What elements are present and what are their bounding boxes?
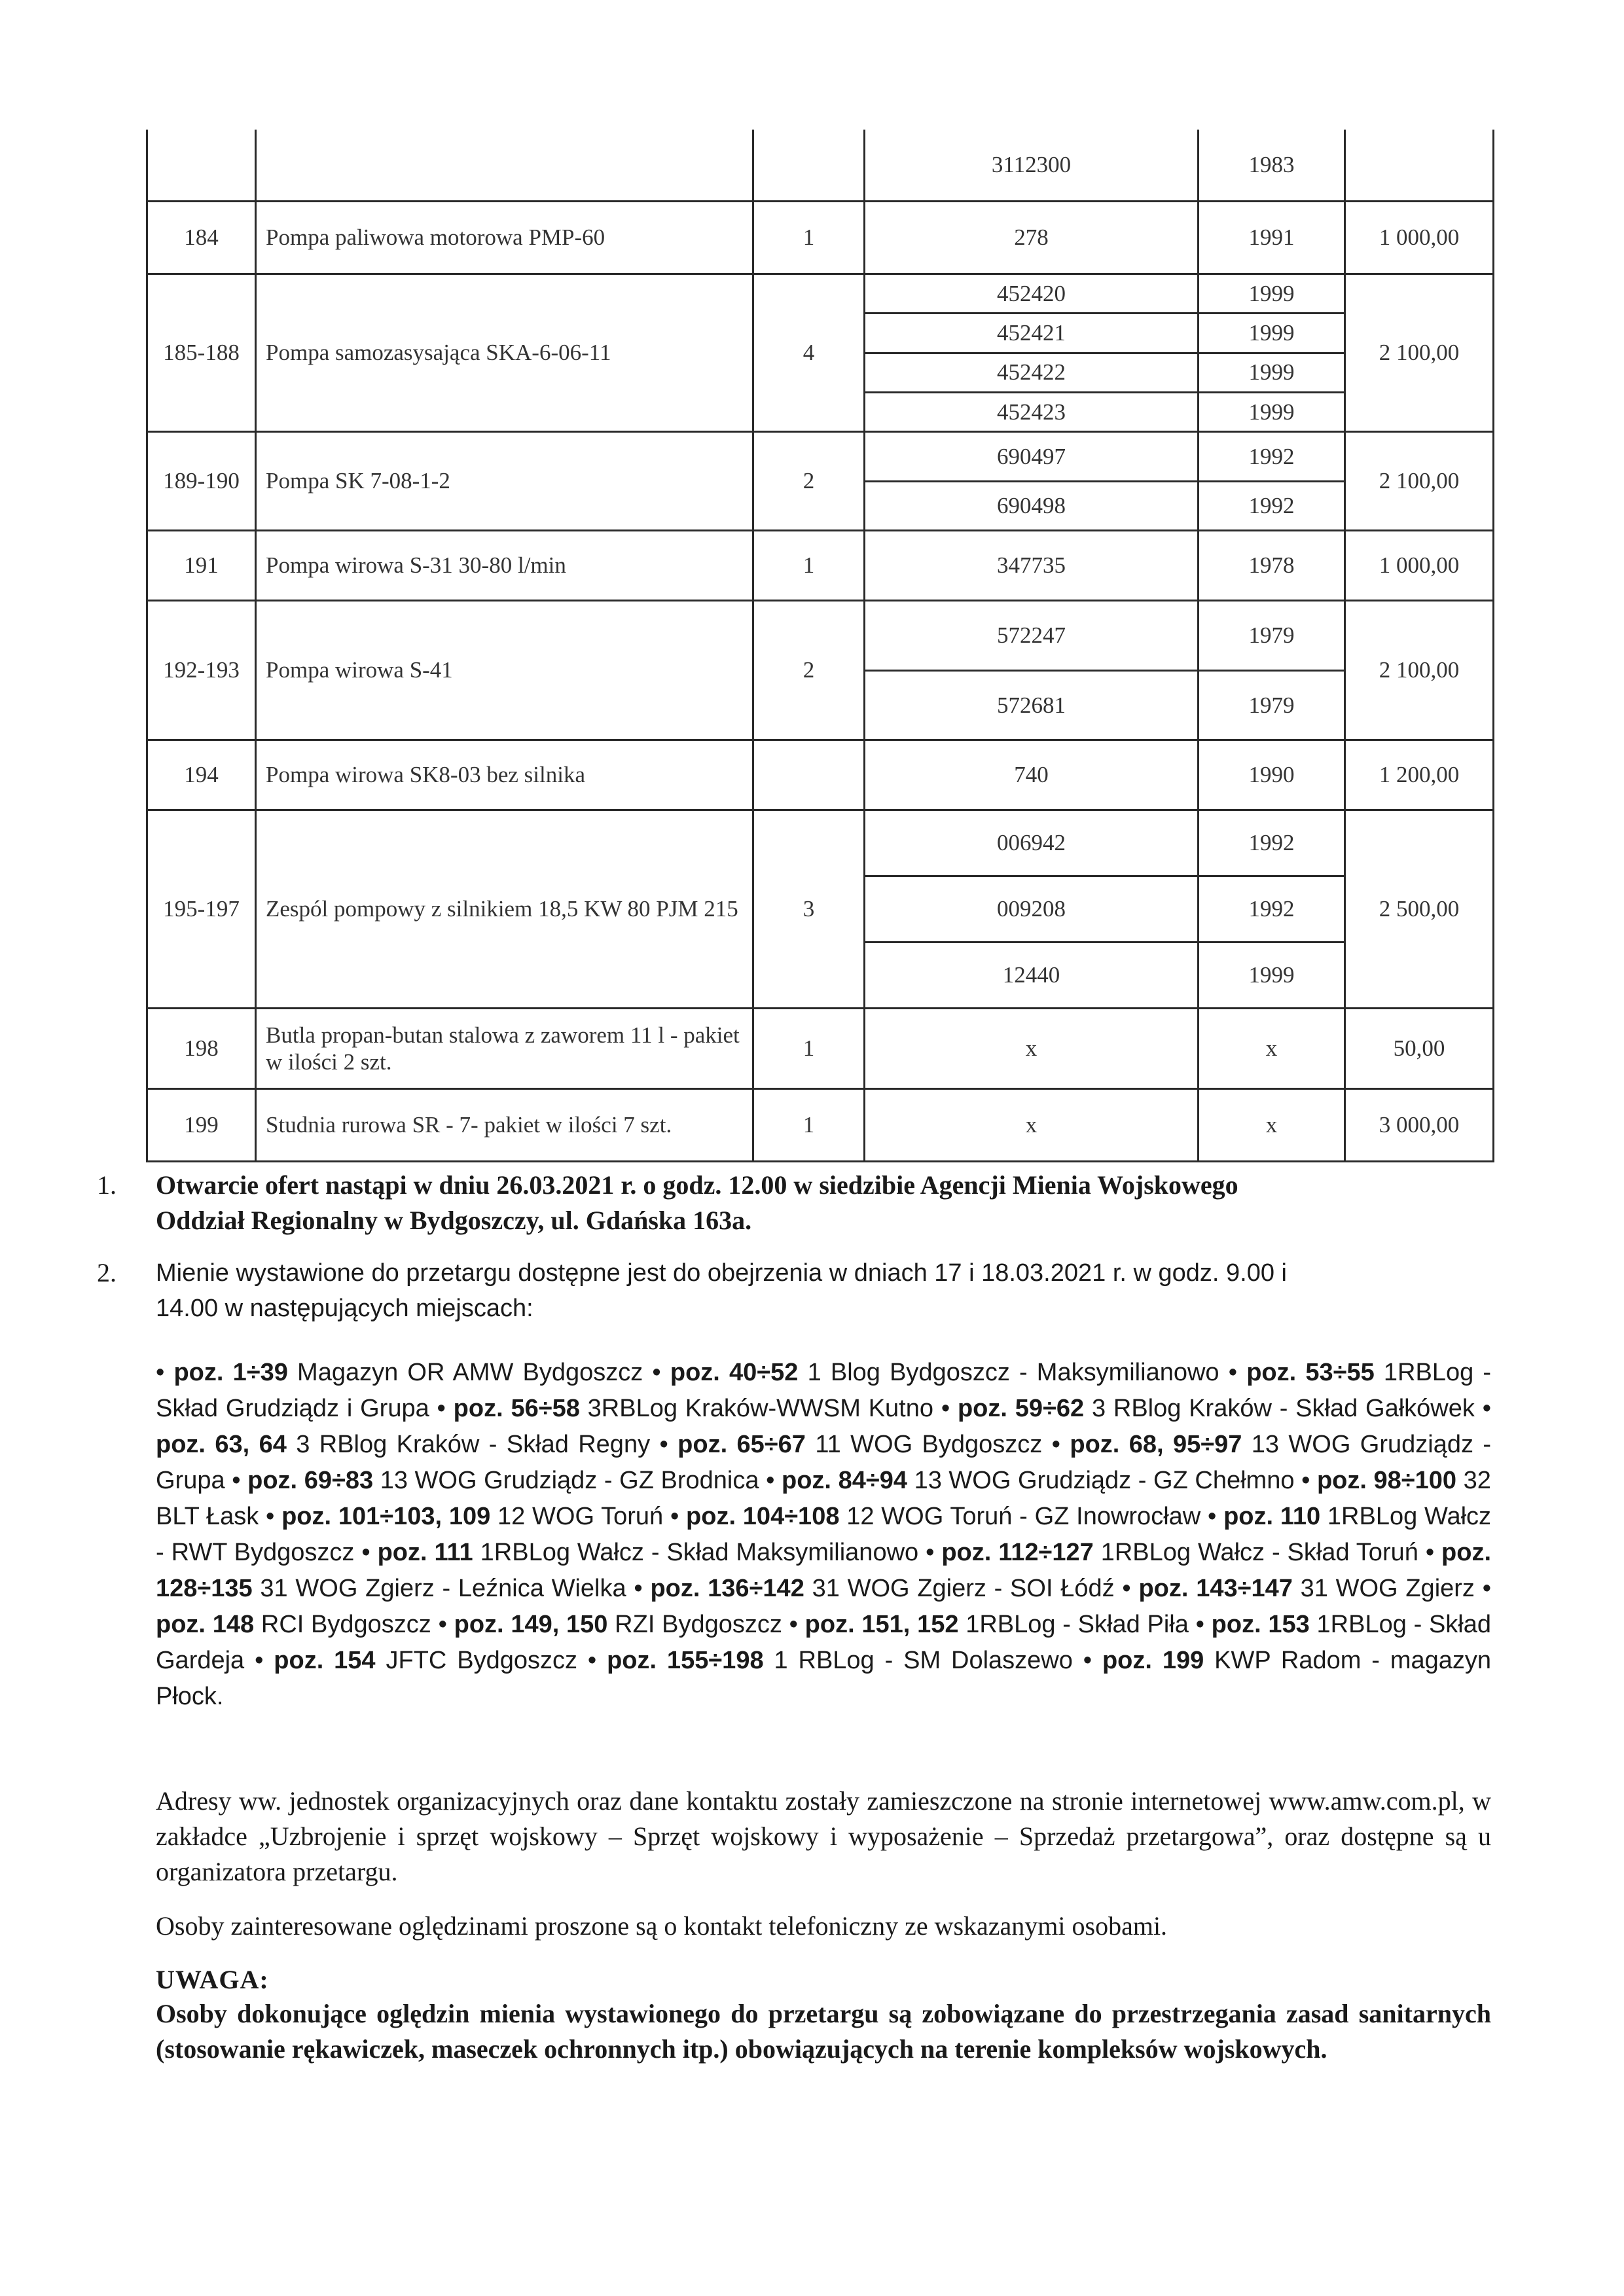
item-quantity bbox=[753, 130, 865, 202]
location-position-range: poz. 59÷62 bbox=[957, 1395, 1085, 1422]
serial-number: x bbox=[1025, 1112, 1038, 1138]
location-position-range: poz. 143÷147 bbox=[1138, 1575, 1293, 1602]
bullet-icon: • bbox=[941, 1395, 958, 1422]
production-year: 1992 bbox=[1248, 830, 1295, 856]
item-quantity: 2 bbox=[753, 601, 865, 740]
row-number bbox=[147, 130, 256, 202]
serial-number: 3112300 bbox=[991, 152, 1072, 178]
serial-numbers bbox=[865, 1009, 1199, 1089]
location-item bbox=[634, 1575, 1122, 1602]
bullet-icon: • bbox=[1228, 1359, 1247, 1386]
production-years bbox=[1199, 531, 1345, 601]
item-name: Pompa wirowa SK8-03 bez silnika bbox=[256, 740, 753, 810]
item-price: 1 000,00 bbox=[1345, 531, 1494, 601]
table-row bbox=[147, 432, 1494, 531]
location-position-range: poz. 63, 64 bbox=[156, 1431, 287, 1458]
notice-text: Osoby dokonujące oględzin mienia wystawionego do przetargu są zobowiązane do przestrzegania zasad sanitarnych (stosowanie rękawiczek, maseczek ochronnych itp.) obowiązujących na terenie kompleksów wojskowych. bbox=[156, 1999, 1491, 2064]
item-quantity: 1 bbox=[753, 1089, 865, 1162]
location-place: 12 WOG Toruń - GZ Inowrocław bbox=[846, 1503, 1201, 1530]
serial-number: 572681 bbox=[865, 670, 1197, 740]
location-position-range: poz. 68, 95÷97 bbox=[1070, 1431, 1242, 1458]
bullet-icon: • bbox=[438, 1611, 454, 1638]
production-year: 1999 bbox=[1199, 941, 1344, 1007]
location-place: JFTC Bydgoszcz bbox=[386, 1647, 577, 1674]
production-year: x bbox=[1265, 1035, 1278, 1062]
location-item bbox=[437, 1395, 941, 1422]
location-item bbox=[588, 1647, 1083, 1674]
bid-opening-line-1: Otwarcie ofert nastąpi w dniu 26.03.2021 r. o godz. 12.00 w siedzibie Agencji Mienia Wojskowego bbox=[156, 1170, 1238, 1200]
item-price: 1 000,00 bbox=[1345, 202, 1494, 274]
production-years bbox=[1199, 810, 1345, 1009]
bullet-icon: • bbox=[1083, 1647, 1102, 1674]
location-place: 1RBLog Wałcz - Skład Maksymilianowo bbox=[480, 1539, 919, 1566]
inspection-locations bbox=[156, 1355, 1491, 1715]
location-position-range: poz. 128÷135 bbox=[156, 1539, 1492, 1602]
serial-numbers bbox=[865, 130, 1199, 202]
row-number: 191 bbox=[147, 531, 256, 601]
bullet-icon: • bbox=[926, 1539, 942, 1566]
location-item bbox=[652, 1359, 1228, 1386]
location-position-range: poz. 84÷94 bbox=[782, 1467, 907, 1494]
location-position-range: poz. 148 bbox=[156, 1611, 255, 1638]
item-price: 2 100,00 bbox=[1345, 432, 1494, 531]
location-place: 1RBLog - Skład Gardeja bbox=[156, 1611, 1492, 1674]
location-place: 3RBLog Kraków-WWSM Kutno bbox=[587, 1395, 934, 1422]
bullet-icon: • bbox=[1425, 1539, 1442, 1566]
location-position-range: poz. 104÷108 bbox=[686, 1503, 840, 1530]
item-quantity: 1 bbox=[753, 531, 865, 601]
bullet-icon: • bbox=[652, 1359, 670, 1386]
table-row bbox=[147, 130, 1494, 202]
location-item bbox=[941, 1395, 1483, 1422]
location-place: 31 WOG Zgierz - Leźnica Wielka bbox=[260, 1575, 626, 1602]
bullet-icon: • bbox=[1301, 1467, 1317, 1494]
item-quantity: 4 bbox=[753, 274, 865, 432]
row-number: 199 bbox=[147, 1089, 256, 1162]
production-years bbox=[1199, 432, 1345, 531]
production-year: 1979 bbox=[1248, 622, 1295, 649]
item-quantity bbox=[753, 740, 865, 810]
location-position-range: poz. 154 bbox=[274, 1647, 376, 1674]
row-number: 185-188 bbox=[147, 274, 256, 432]
location-position-range: poz. 1÷39 bbox=[173, 1359, 288, 1386]
production-year: 1991 bbox=[1248, 224, 1295, 251]
bullet-icon: • bbox=[659, 1431, 678, 1458]
bullet-icon: • bbox=[1122, 1575, 1139, 1602]
location-item bbox=[439, 1611, 789, 1638]
location-place: 1RBLog - Skład Piła bbox=[965, 1611, 1189, 1638]
serial-numbers bbox=[865, 202, 1199, 274]
serial-number: 452422 bbox=[865, 352, 1197, 391]
location-place: 31 WOG Zgierz bbox=[1300, 1575, 1475, 1602]
item-name: Pompa paliwowa motorowa PMP-60 bbox=[256, 202, 753, 274]
bullet-icon: • bbox=[266, 1503, 282, 1530]
item-name: Zespól pompowy z silnikiem 18,5 KW 80 PJM 215 bbox=[256, 810, 753, 1009]
item-name: Pompa wirowa S-41 bbox=[256, 601, 753, 740]
row-number: 192-193 bbox=[147, 601, 256, 740]
location-place: 11 WOG Bydgoszcz bbox=[815, 1431, 1043, 1458]
location-position-range: poz. 136÷142 bbox=[650, 1575, 804, 1602]
row-number: 198 bbox=[147, 1009, 256, 1089]
item-name bbox=[256, 130, 753, 202]
location-place: 32 BLT Łask bbox=[156, 1467, 1491, 1530]
production-year: x bbox=[1265, 1112, 1278, 1138]
location-place: Magazyn OR AMW Bydgoszcz bbox=[297, 1359, 643, 1386]
addresses-paragraph: Adresy ww. jednostek organizacyjnych oraz dane kontaktu zostały zamieszczone na stronie internetowej www.amw.com.pl, w zakładce „Uzbrojenie i sprzęt wojskowy – Sprzęt wojskowy i wyposażenie – Sprzedaż przetargowa”, oraz dostępne są u organizatora przetargu. bbox=[156, 1786, 1491, 1886]
serial-number: 572247 bbox=[997, 622, 1066, 649]
location-item bbox=[670, 1503, 1208, 1530]
bullet-icon: • bbox=[766, 1467, 782, 1494]
location-position-range: poz. 151, 152 bbox=[804, 1611, 959, 1638]
serial-numbers bbox=[865, 1089, 1199, 1162]
item-price: 50,00 bbox=[1345, 1009, 1494, 1089]
location-position-range: poz. 69÷83 bbox=[247, 1467, 374, 1494]
item-quantity: 1 bbox=[753, 202, 865, 274]
location-place: KWP Radom - magazyn Płock. bbox=[156, 1647, 1492, 1710]
item-name: Pompa wirowa S-31 30-80 l/min bbox=[256, 531, 753, 601]
production-year: 1992 bbox=[1248, 443, 1295, 469]
location-place: RZI Bydgoszcz bbox=[615, 1611, 782, 1638]
serial-number: 690498 bbox=[865, 480, 1197, 530]
production-year: 1992 bbox=[1199, 480, 1344, 530]
serial-number: 347735 bbox=[997, 552, 1066, 579]
bullet-icon: • bbox=[789, 1611, 805, 1638]
bullet-icon: • bbox=[1482, 1395, 1492, 1422]
serial-number: 12440 bbox=[865, 941, 1197, 1007]
location-place: 1RBLog Wałcz - RWT Bydgoszcz bbox=[156, 1503, 1492, 1566]
inspection-line-2: 14.00 w następujących miejscach: bbox=[156, 1295, 533, 1322]
serial-number: 452420 bbox=[997, 280, 1066, 306]
location-place: 1RBLog - Skład Grudziądz i Grupa bbox=[156, 1359, 1492, 1422]
row-number: 189-190 bbox=[147, 432, 256, 531]
location-position-range: poz. 98÷100 bbox=[1316, 1467, 1457, 1494]
serial-numbers bbox=[865, 531, 1199, 601]
item-price bbox=[1345, 130, 1494, 202]
table-row bbox=[147, 274, 1494, 432]
serial-number: 740 bbox=[1014, 762, 1049, 788]
production-year: 1999 bbox=[1199, 352, 1344, 391]
item-name: Pompa samozasysająca SKA-6-06-11 bbox=[256, 274, 753, 432]
item-quantity: 3 bbox=[753, 810, 865, 1009]
item-quantity: 1 bbox=[753, 1009, 865, 1089]
production-years bbox=[1199, 1009, 1345, 1089]
location-position-range: poz. 56÷58 bbox=[453, 1395, 580, 1422]
location-place: 13 WOG Grudziądz - GZ Chełmno bbox=[914, 1467, 1295, 1494]
serial-number: 690497 bbox=[997, 443, 1066, 469]
item-price: 3 000,00 bbox=[1345, 1089, 1494, 1162]
serial-numbers bbox=[865, 601, 1199, 740]
table-row bbox=[147, 740, 1494, 810]
production-year: 1999 bbox=[1199, 391, 1344, 431]
location-item bbox=[659, 1431, 1051, 1458]
location-position-range: poz. 65÷67 bbox=[677, 1431, 806, 1458]
location-place: 31 WOG Zgierz - SOI Łódź bbox=[812, 1575, 1115, 1602]
production-years bbox=[1199, 1089, 1345, 1162]
bid-opening-text bbox=[156, 1168, 1498, 1238]
serial-number: 009208 bbox=[865, 875, 1197, 941]
production-years bbox=[1199, 202, 1345, 274]
serial-number: 452421 bbox=[865, 312, 1197, 351]
location-position-range: poz. 153 bbox=[1211, 1611, 1310, 1638]
item-2-number: 2. bbox=[97, 1258, 117, 1287]
item-quantity: 2 bbox=[753, 432, 865, 531]
location-position-range: poz. 112÷127 bbox=[941, 1539, 1094, 1566]
production-years bbox=[1199, 274, 1345, 432]
item-name: Studnia rurowa SR - 7- pakiet w ilości 7 szt. bbox=[256, 1089, 753, 1162]
production-years bbox=[1199, 130, 1345, 202]
location-item bbox=[232, 1467, 766, 1494]
bid-opening-line-2: Oddział Regionalny w Bydgoszczy, ul. Gdańska 163a. bbox=[156, 1206, 752, 1235]
production-year: 1983 bbox=[1248, 152, 1295, 178]
table-row bbox=[147, 202, 1494, 274]
location-position-range: poz. 155÷198 bbox=[607, 1647, 764, 1674]
inspection-text bbox=[156, 1255, 1498, 1326]
bullet-icon: • bbox=[587, 1647, 607, 1674]
location-place: 1RBLog Wałcz - Skład Toruń bbox=[1100, 1539, 1418, 1566]
bullet-icon: • bbox=[1482, 1575, 1491, 1602]
serial-numbers bbox=[865, 274, 1199, 432]
production-year: 1992 bbox=[1199, 875, 1344, 941]
bullet-icon: • bbox=[232, 1467, 248, 1494]
location-position-range: poz. 199 bbox=[1102, 1647, 1204, 1674]
bullet-icon: • bbox=[361, 1539, 378, 1566]
production-years bbox=[1199, 601, 1345, 740]
location-position-range: poz. 110 bbox=[1223, 1503, 1321, 1530]
item-price: 1 200,00 bbox=[1345, 740, 1494, 810]
item-price: 2 100,00 bbox=[1345, 601, 1494, 740]
inventory-table-body bbox=[147, 130, 1494, 1162]
serial-numbers bbox=[865, 810, 1199, 1009]
location-item bbox=[766, 1467, 1301, 1494]
location-item bbox=[156, 1359, 652, 1386]
production-years bbox=[1199, 740, 1345, 810]
serial-numbers bbox=[865, 740, 1199, 810]
inspection-line-1: Mienie wystawione do przetargu dostępne jest do obejrzenia w dniach 17 i 18.03.2021 r. w godz. 9.00 i bbox=[156, 1259, 1287, 1287]
item-name: Pompa SK 7-08-1-2 bbox=[256, 432, 753, 531]
row-number: 194 bbox=[147, 740, 256, 810]
table-row bbox=[147, 531, 1494, 601]
location-item bbox=[1122, 1575, 1482, 1602]
bullet-icon: • bbox=[634, 1575, 651, 1602]
location-place: 3 RBlog Kraków - Skład Regny bbox=[296, 1431, 651, 1458]
bullet-icon: • bbox=[437, 1395, 454, 1422]
location-item bbox=[926, 1539, 1426, 1566]
serial-number: x bbox=[1025, 1035, 1038, 1062]
location-item bbox=[255, 1647, 588, 1674]
item-1-number: 1. bbox=[97, 1170, 117, 1200]
location-place: 13 WOG Grudziądz - Grupa bbox=[156, 1431, 1492, 1494]
location-place: RCI Bydgoszcz bbox=[261, 1611, 431, 1638]
row-number: 195-197 bbox=[147, 810, 256, 1009]
location-place: 1 Blog Bydgoszcz - Maksymilianowo bbox=[807, 1359, 1219, 1386]
production-year: 1978 bbox=[1248, 552, 1295, 579]
table-row bbox=[147, 1009, 1494, 1089]
location-item bbox=[361, 1539, 926, 1566]
bullet-icon: • bbox=[670, 1503, 687, 1530]
production-year: 1999 bbox=[1199, 312, 1344, 351]
bullet-icon: • bbox=[1195, 1611, 1212, 1638]
serial-number: 452423 bbox=[865, 391, 1197, 431]
serial-number: 006942 bbox=[997, 830, 1066, 856]
inventory-table bbox=[146, 130, 1492, 1143]
item-name: Butla propan-butan stalowa z zaworem 11 l - pakiet w ilości 2 szt. bbox=[256, 1009, 753, 1089]
contact-paragraph: Osoby zainteresowane oględzinami proszone są o kontakt telefoniczny ze wskazanymi osobami. bbox=[156, 1911, 1168, 1941]
bullet-icon: • bbox=[156, 1359, 174, 1386]
production-year: 1990 bbox=[1248, 762, 1295, 788]
location-place: 3 RBlog Kraków - Skład Gałkówek bbox=[1091, 1395, 1475, 1422]
location-position-range: poz. 149, 150 bbox=[454, 1611, 608, 1638]
location-position-range: poz. 40÷52 bbox=[670, 1359, 799, 1386]
bullet-icon: • bbox=[1051, 1431, 1070, 1458]
location-item bbox=[789, 1611, 1196, 1638]
bullet-icon: • bbox=[1208, 1503, 1224, 1530]
location-position-range: poz. 111 bbox=[377, 1539, 473, 1566]
bullet-icon: • bbox=[255, 1647, 274, 1674]
location-position-range: poz. 101÷103, 109 bbox=[281, 1503, 491, 1530]
location-place: 13 WOG Grudziądz - GZ Brodnica bbox=[380, 1467, 759, 1494]
production-year: 1979 bbox=[1199, 670, 1344, 740]
table-row bbox=[147, 1089, 1494, 1162]
production-year: 1999 bbox=[1248, 280, 1295, 306]
table-row bbox=[147, 810, 1494, 1009]
location-place: 12 WOG Toruń bbox=[497, 1503, 664, 1530]
serial-numbers bbox=[865, 432, 1199, 531]
notice-title: UWAGA: bbox=[156, 1965, 269, 1994]
location-item bbox=[266, 1503, 670, 1530]
row-number: 184 bbox=[147, 202, 256, 274]
location-place: 1 RBLog - SM Dolaszewo bbox=[774, 1647, 1073, 1674]
location-position-range: poz. 53÷55 bbox=[1246, 1359, 1375, 1386]
serial-number: 278 bbox=[1014, 224, 1049, 251]
table-row bbox=[147, 601, 1494, 740]
item-price: 2 500,00 bbox=[1345, 810, 1494, 1009]
item-price: 2 100,00 bbox=[1345, 274, 1494, 432]
